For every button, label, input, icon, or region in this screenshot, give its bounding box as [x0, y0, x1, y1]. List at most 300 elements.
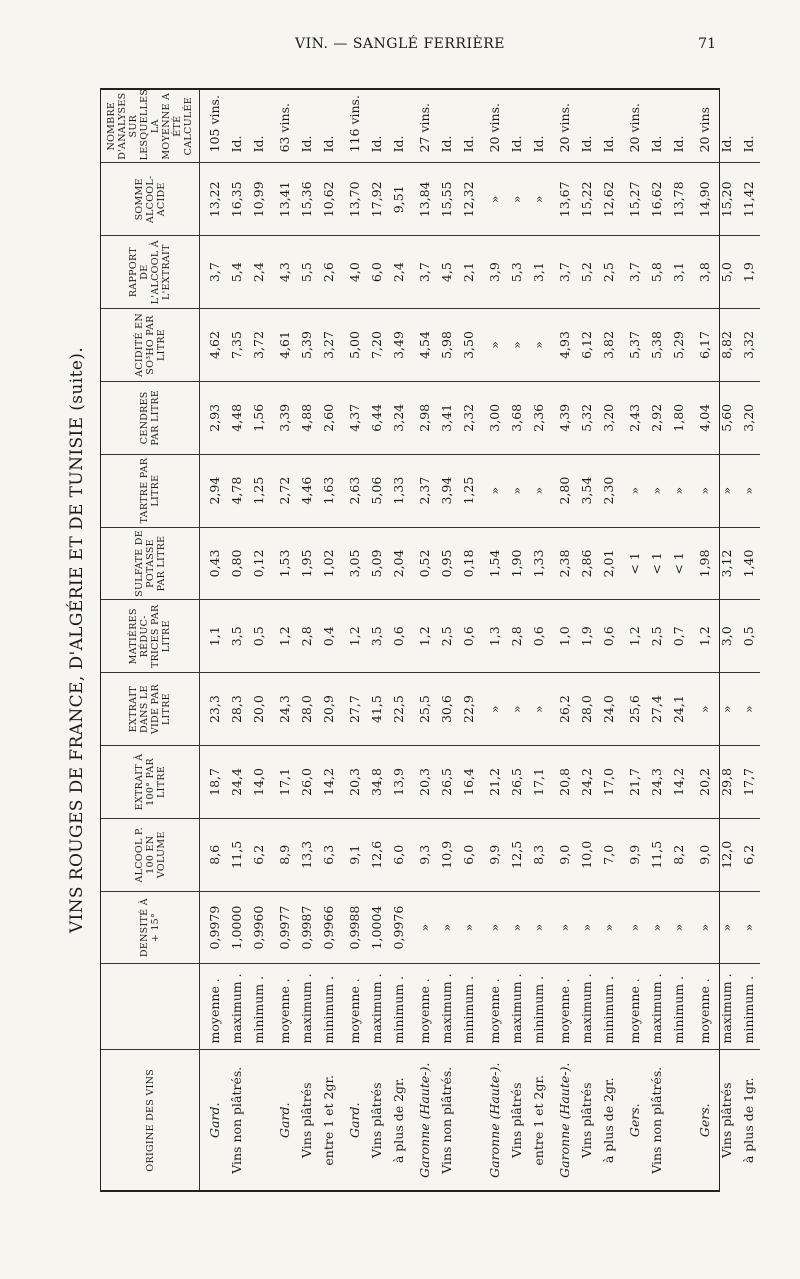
cell-extraitvide: » — [528, 673, 550, 746]
cell-rapport: 3,7 — [620, 236, 646, 309]
cell-alcool: 6,0 — [388, 818, 410, 891]
cell-somme: 17,92 — [366, 163, 388, 236]
cell-alcool: 7,0 — [598, 818, 620, 891]
cell-alcool: 12,0 — [716, 818, 738, 891]
cell-reduc: 1,2 — [620, 600, 646, 673]
cell-cendres: 3,41 — [436, 381, 458, 454]
cell-acidite: 4,93 — [550, 309, 576, 382]
table-row — [340, 90, 366, 1190]
stat-label: moyenne . — [557, 978, 572, 1044]
cell-alcool: 9,9 — [620, 818, 646, 891]
cell-cendres: 2,60 — [318, 381, 340, 454]
cell-sulfate: 1,02 — [318, 527, 340, 600]
cell-nombre: Id. — [649, 135, 664, 153]
origin-label: Gard. — [277, 1102, 292, 1138]
cell-sulfate: 0,80 — [226, 527, 248, 600]
stat-label: minimum . — [321, 975, 336, 1044]
cell-tartre: » — [668, 454, 690, 527]
table-row — [270, 90, 296, 1190]
table-row — [410, 90, 436, 1190]
cell-nombre: Id. — [369, 135, 384, 153]
cell-sulfate: 3,12 — [716, 527, 738, 600]
cell-densite: » — [576, 891, 598, 964]
stat-label-cell — [620, 964, 646, 1050]
cell-nombre: 20 vins — [697, 106, 712, 153]
cell-cendres: 4,88 — [296, 381, 318, 454]
cell-extraitvide: 30,6 — [436, 673, 458, 746]
cell-somme: 10,62 — [318, 163, 340, 236]
cell-extraitvide: 24,0 — [598, 673, 620, 746]
cell-nombre: Id. — [251, 135, 266, 153]
cell-alcool: 12,5 — [506, 818, 528, 891]
stat-label-cell — [410, 964, 436, 1050]
running-head — [0, 32, 800, 56]
cell-somme: 9,51 — [388, 163, 410, 236]
origin-cell — [458, 1050, 480, 1190]
cell-extraitvide: 22,9 — [458, 673, 480, 746]
table-row — [226, 90, 248, 1190]
cell-sulfate: 1,40 — [738, 527, 760, 600]
cell-extraitvide: 25,5 — [410, 673, 436, 746]
table-row — [458, 90, 480, 1190]
cell-sulfate: 2,04 — [388, 527, 410, 600]
cell-alcool: 10,0 — [576, 818, 598, 891]
cell-rapport: 4,0 — [340, 236, 366, 309]
cell-rapport: 5,0 — [716, 236, 738, 309]
cell-acidite: 3,72 — [248, 309, 270, 382]
cell-nombre: 20 vins. — [557, 103, 572, 153]
origin-cell — [738, 1050, 760, 1190]
cell-acidite: 7,35 — [226, 309, 248, 382]
cell-densite: 0,9966 — [318, 891, 340, 964]
origin-cell — [528, 1050, 550, 1190]
cell-densite: » — [668, 891, 690, 964]
cell-cendres: 1,56 — [248, 381, 270, 454]
origin-label: Vins non plâtrés. — [649, 1066, 664, 1174]
stat-label: moyenne . — [487, 978, 502, 1044]
cell-acidite: » — [528, 309, 550, 382]
cell-sulfate: 2,38 — [550, 527, 576, 600]
cell-somme: 12,32 — [458, 163, 480, 236]
header-origin: ORIGINE DES VINS — [101, 1050, 200, 1190]
cell-alcool: 8,9 — [270, 818, 296, 891]
header-extrait-100: EXTRAIT À 100° PAR LITRE — [101, 746, 200, 819]
cell-alcool: 9,0 — [550, 818, 576, 891]
cell-densite: 1,0004 — [366, 891, 388, 964]
stat-label-cell — [480, 964, 506, 1050]
cell-cendres: 1,80 — [668, 381, 690, 454]
cell-extrait100: 17,0 — [598, 746, 620, 819]
cell-extrait100: 26,5 — [506, 746, 528, 819]
cell-sulfate: 1,33 — [528, 527, 550, 600]
cell-rapport: 5,2 — [576, 236, 598, 309]
cell-cendres: 2,36 — [528, 381, 550, 454]
cell-acidite: 3,32 — [738, 309, 760, 382]
cell-somme: 15,55 — [436, 163, 458, 236]
cell-somme: 13,67 — [550, 163, 576, 236]
header-acidite: ACIDITÉ EN SO³HO PAR LITRE — [101, 309, 200, 382]
origin-cell — [270, 1050, 296, 1190]
header-cendres: CENDRES PAR LITRE — [101, 381, 200, 454]
cell-tartre: » — [738, 454, 760, 527]
stat-label-cell — [200, 964, 227, 1050]
cell-reduc: 1,2 — [410, 600, 436, 673]
cell-rapport: 3,7 — [200, 236, 227, 309]
cell-extraitvide: 20,9 — [318, 673, 340, 746]
cell-acidite: 6,12 — [576, 309, 598, 382]
cell-tartre: 1,25 — [248, 454, 270, 527]
origin-cell — [248, 1050, 270, 1190]
cell-alcool: 8,6 — [200, 818, 227, 891]
cell-extraitvide: 28,0 — [576, 673, 598, 746]
stat-label-cell — [646, 964, 668, 1050]
cell-densite: 1,0000 — [226, 891, 248, 964]
cell-acidite: 5,37 — [620, 309, 646, 382]
cell-densite: » — [598, 891, 620, 964]
stat-label: maximum . — [369, 973, 384, 1044]
cell-tartre: 2,94 — [200, 454, 227, 527]
origin-cell — [436, 1050, 458, 1190]
cell-densite: » — [620, 891, 646, 964]
cell-tartre: 2,37 — [410, 454, 436, 527]
header-extrait-vide: EXTRAIT DANS LE VIDE PAR LITRE — [101, 673, 200, 746]
cell-alcool: 9,3 — [410, 818, 436, 891]
cell-nombre: Id. — [439, 135, 454, 153]
cell-sulfate: 1,53 — [270, 527, 296, 600]
cell-somme: » — [480, 163, 506, 236]
stat-label: maximum . — [649, 973, 664, 1044]
stat-label: moyenne . — [627, 978, 642, 1044]
cell-sulfate: 0,52 — [410, 527, 436, 600]
cell-somme: 13,70 — [340, 163, 366, 236]
origin-cell — [410, 1050, 436, 1190]
stat-label: minimum . — [461, 975, 476, 1044]
cell-reduc: 2,8 — [296, 600, 318, 673]
cell-rapport: 1,9 — [738, 236, 760, 309]
cell-extraitvide: 24,3 — [270, 673, 296, 746]
cell-sulfate: 0,95 — [436, 527, 458, 600]
cell-nombre: Id. — [461, 135, 476, 153]
cell-alcool: 6,2 — [248, 818, 270, 891]
cell-sulfate: 2,86 — [576, 527, 598, 600]
cell-extrait100: 26,0 — [296, 746, 318, 819]
cell-rapport: 3,9 — [480, 236, 506, 309]
stat-label: moyenne . — [347, 978, 362, 1044]
cell-reduc: 1,3 — [480, 600, 506, 673]
cell-acidite: 5,38 — [646, 309, 668, 382]
cell-reduc: 1,2 — [270, 600, 296, 673]
cell-nombre: Id. — [299, 135, 314, 153]
cell-reduc: 0,6 — [458, 600, 480, 673]
header-tartre: TARTRE PAR LITRE — [101, 454, 200, 527]
stat-label-cell — [690, 964, 716, 1050]
cell-acidite: 3,27 — [318, 309, 340, 382]
cell-alcool: 9,0 — [690, 818, 716, 891]
cell-densite: 0,9988 — [340, 891, 366, 964]
origin-cell — [388, 1050, 410, 1190]
cell-densite: 0,9977 — [270, 891, 296, 964]
cell-alcool: 6,0 — [458, 818, 480, 891]
cell-sulfate: 1,95 — [296, 527, 318, 600]
cell-somme: 13,22 — [200, 163, 227, 236]
cell-reduc: 2,5 — [646, 600, 668, 673]
cell-reduc: 0,5 — [738, 600, 760, 673]
cell-reduc: 2,5 — [436, 600, 458, 673]
page-number: 71 — [698, 36, 716, 52]
cell-extraitvide: » — [690, 673, 716, 746]
origin-label: Gard. — [207, 1102, 222, 1138]
cell-extrait100: 17,1 — [528, 746, 550, 819]
cell-reduc: 0,6 — [388, 600, 410, 673]
table-row — [550, 90, 576, 1190]
cell-rapport: 2,6 — [318, 236, 340, 309]
cell-reduc: 3,0 — [716, 600, 738, 673]
cell-acidite: 8,82 — [716, 309, 738, 382]
cell-densite: » — [506, 891, 528, 964]
cell-cendres: 2,43 — [620, 381, 646, 454]
cell-extraitvide: 27,7 — [340, 673, 366, 746]
cell-somme: 15,27 — [620, 163, 646, 236]
cell-sulfate: < 1 — [620, 527, 646, 600]
cell-sulfate: 5,09 — [366, 527, 388, 600]
cell-tartre: 2,80 — [550, 454, 576, 527]
table-row — [646, 90, 668, 1190]
origin-cell — [200, 1050, 227, 1190]
cell-densite: » — [528, 891, 550, 964]
cell-extraitvide: 28,0 — [296, 673, 318, 746]
cell-extraitvide: » — [716, 673, 738, 746]
cell-extraitvide: 23,3 — [200, 673, 227, 746]
table-row — [716, 90, 738, 1190]
cell-extraitvide: 20,0 — [248, 673, 270, 746]
table-frame — [100, 88, 756, 1192]
origin-cell — [668, 1050, 690, 1190]
header-rapport: RAPPORT DE L'ALCOOL À L'EXTRAIT — [101, 236, 200, 309]
stat-label: minimum . — [531, 975, 546, 1044]
cell-rapport: 4,3 — [270, 236, 296, 309]
cell-rapport: 3,7 — [410, 236, 436, 309]
cell-densite: » — [646, 891, 668, 964]
cell-cendres: 3,00 — [480, 381, 506, 454]
cell-reduc: 0,6 — [598, 600, 620, 673]
origin-cell — [318, 1050, 340, 1190]
cell-nombre: Id. — [321, 135, 336, 153]
origin-label: Garonne (Haute-). — [557, 1062, 572, 1178]
origin-cell — [480, 1050, 506, 1190]
stat-label: maximum . — [579, 973, 594, 1044]
cell-extraitvide: » — [506, 673, 528, 746]
cell-reduc: 1,9 — [576, 600, 598, 673]
stat-label: moyenne . — [697, 978, 712, 1044]
stat-label: moyenne . — [277, 978, 292, 1044]
cell-nombre: Id. — [719, 135, 734, 153]
cell-acidite: 4,62 — [200, 309, 227, 382]
origin-label: entre 1 et 2gr. — [321, 1074, 336, 1166]
cell-nombre: 105 vins. — [207, 95, 222, 153]
stat-label-cell — [248, 964, 270, 1050]
origin-label: Garonne (Haute-). — [417, 1062, 432, 1178]
origin-cell — [598, 1050, 620, 1190]
origin-label: à plus de 2gr. — [391, 1077, 406, 1164]
cell-rapport: 5,3 — [506, 236, 528, 309]
cell-somme: 13,78 — [668, 163, 690, 236]
cell-rapport: 3,1 — [528, 236, 550, 309]
cell-tartre: » — [480, 454, 506, 527]
cell-alcool: 6,2 — [738, 818, 760, 891]
stat-label: minimum . — [601, 975, 616, 1044]
cell-somme: 16,62 — [646, 163, 668, 236]
cell-densite: » — [550, 891, 576, 964]
table-row — [576, 90, 598, 1190]
cell-somme: 15,20 — [716, 163, 738, 236]
cell-extraitvide: 24,1 — [668, 673, 690, 746]
cell-extrait100: 20,8 — [550, 746, 576, 819]
cell-somme: » — [528, 163, 550, 236]
cell-extrait100: 14,2 — [318, 746, 340, 819]
origin-label: Vins plâtrés — [299, 1082, 314, 1159]
cell-densite: » — [410, 891, 436, 964]
cell-sulfate: < 1 — [646, 527, 668, 600]
cell-rapport: 2,5 — [598, 236, 620, 309]
cell-cendres: 5,60 — [716, 381, 738, 454]
cell-reduc: 0,4 — [318, 600, 340, 673]
table-row — [366, 90, 388, 1190]
cell-cendres: 2,98 — [410, 381, 436, 454]
stat-label: minimum . — [251, 975, 266, 1044]
cell-tartre: 3,54 — [576, 454, 598, 527]
stat-label-cell — [318, 964, 340, 1050]
origin-label: Vins plâtrés — [579, 1082, 594, 1159]
table-row — [738, 90, 760, 1190]
cell-somme: 16,35 — [226, 163, 248, 236]
cell-alcool: 8,3 — [528, 818, 550, 891]
cell-rapport: 5,4 — [226, 236, 248, 309]
stat-label-cell — [226, 964, 248, 1050]
origin-cell — [646, 1050, 668, 1190]
cell-acidite: 5,39 — [296, 309, 318, 382]
stat-label: maximum . — [719, 973, 734, 1044]
cell-nombre: Id. — [741, 135, 756, 153]
stat-label-cell — [550, 964, 576, 1050]
cell-reduc: 1,0 — [550, 600, 576, 673]
cell-cendres: 3,24 — [388, 381, 410, 454]
cell-rapport: 3,8 — [690, 236, 716, 309]
wine-analysis-table — [101, 90, 760, 1190]
stat-label: minimum . — [741, 975, 756, 1044]
stat-label-cell — [270, 964, 296, 1050]
table-row — [436, 90, 458, 1190]
stat-label: moyenne . — [207, 978, 222, 1044]
cell-cendres: 4,48 — [226, 381, 248, 454]
cell-nombre: Id. — [671, 135, 686, 153]
cell-acidite: 3,50 — [458, 309, 480, 382]
stat-label-cell — [668, 964, 690, 1050]
header-matieres-reductrices: MATIÈRES RÉDUC- TRICES PAR LITRE — [101, 600, 200, 673]
stat-label-cell — [296, 964, 318, 1050]
origin-label: Vins plâtrés — [509, 1082, 524, 1159]
cell-tartre: » — [620, 454, 646, 527]
cell-somme: 10,99 — [248, 163, 270, 236]
cell-extrait100: 16,4 — [458, 746, 480, 819]
cell-extrait100: 34,8 — [366, 746, 388, 819]
cell-rapport: 5,5 — [296, 236, 318, 309]
cell-sulfate: 2,01 — [598, 527, 620, 600]
cell-acidite: 6,17 — [690, 309, 716, 382]
cell-extrait100: 20,3 — [340, 746, 366, 819]
origin-cell — [366, 1050, 388, 1190]
cell-extrait100: 18,7 — [200, 746, 227, 819]
cell-alcool: 11,5 — [226, 818, 248, 891]
origin-label: à plus de 2gr. — [601, 1077, 616, 1164]
cell-tartre: » — [528, 454, 550, 527]
table-caption: VINS ROUGES DE FRANCE, D'ALGÉRIE ET DE TUNISIE (suite). — [67, 346, 87, 934]
cell-tartre: 2,63 — [340, 454, 366, 527]
origin-label: Gers. — [627, 1103, 642, 1138]
cell-tartre: » — [690, 454, 716, 527]
cell-nombre: Id. — [509, 135, 524, 153]
cell-extrait100: 26,5 — [436, 746, 458, 819]
header-alcool: ALCOOL P. 100 EN VOLUME — [101, 818, 200, 891]
cell-cendres: 5,32 — [576, 381, 598, 454]
table-row — [296, 90, 318, 1190]
stat-label-cell — [436, 964, 458, 1050]
cell-reduc: 2,8 — [506, 600, 528, 673]
cell-extraitvide: 26,2 — [550, 673, 576, 746]
cell-tartre: 1,25 — [458, 454, 480, 527]
cell-nombre: 20 vins. — [627, 103, 642, 153]
cell-extraitvide: 41,5 — [366, 673, 388, 746]
cell-tartre: 2,72 — [270, 454, 296, 527]
cell-nombre: 116 vins. — [347, 95, 362, 153]
origin-cell — [716, 1050, 738, 1190]
cell-cendres: 2,93 — [200, 381, 227, 454]
cell-sulfate: 0,43 — [200, 527, 227, 600]
cell-extrait100: 24,2 — [576, 746, 598, 819]
cell-alcool: 12,6 — [366, 818, 388, 891]
cell-sulfate: 0,18 — [458, 527, 480, 600]
cell-extraitvide: » — [480, 673, 506, 746]
cell-nombre: Id. — [391, 135, 406, 153]
origin-label: Vins non plâtrés. — [439, 1066, 454, 1174]
cell-alcool: 6,3 — [318, 818, 340, 891]
cell-sulfate: 0,12 — [248, 527, 270, 600]
cell-extraitvide: 25,6 — [620, 673, 646, 746]
stat-label: minimum . — [671, 975, 686, 1044]
origin-label: à plus de 1gr. — [741, 1077, 756, 1164]
cell-sulfate: 3,05 — [340, 527, 366, 600]
cell-extrait100: 14,0 — [248, 746, 270, 819]
stat-label-cell — [388, 964, 410, 1050]
stat-label-cell — [528, 964, 550, 1050]
stat-label-cell — [506, 964, 528, 1050]
cell-somme: 13,41 — [270, 163, 296, 236]
stat-label-cell — [716, 964, 738, 1050]
stat-label-cell — [738, 964, 760, 1050]
table-row — [200, 90, 227, 1190]
cell-sulfate: 1,98 — [690, 527, 716, 600]
cell-sulfate: < 1 — [668, 527, 690, 600]
cell-reduc: 0,5 — [248, 600, 270, 673]
cell-rapport: 3,1 — [668, 236, 690, 309]
origin-label: Garonne (Haute-). — [487, 1062, 502, 1178]
cell-densite: » — [690, 891, 716, 964]
cell-tartre: » — [716, 454, 738, 527]
origin-label: Vins plâtrés — [369, 1082, 384, 1159]
stat-label: maximum . — [299, 973, 314, 1044]
cell-somme: 13,84 — [410, 163, 436, 236]
cell-tartre: 1,33 — [388, 454, 410, 527]
cell-reduc: 1,1 — [200, 600, 227, 673]
